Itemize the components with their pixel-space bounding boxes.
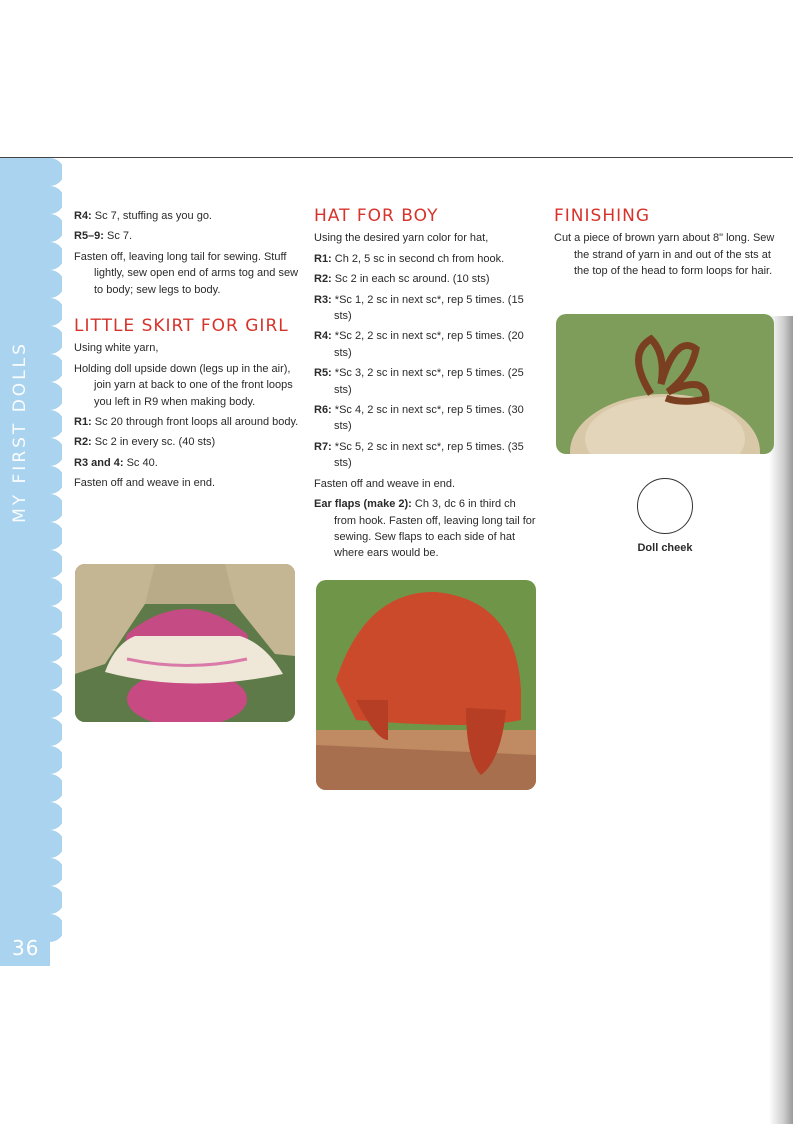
instruction-line	[74, 340, 302, 356]
column-middle	[314, 208, 540, 566]
row-text: Sc 2 in every sc. (40 sts)	[91, 436, 216, 449]
instruction-line	[74, 475, 302, 491]
instruction-line	[314, 328, 540, 361]
row-text: Fasten off and weave in end.	[74, 477, 216, 490]
column-left	[74, 208, 302, 496]
instruction-line	[74, 228, 302, 244]
instruction-line	[74, 249, 302, 298]
instruction-line	[74, 455, 302, 471]
row-label: R5:	[314, 367, 332, 380]
row-text: *Sc 1, 2 sc in next sc*, rep 5 times. (15 sts)	[331, 293, 524, 323]
row-label: Ear flaps (make 2):	[314, 498, 412, 511]
row-text: Using white yarn,	[74, 342, 159, 355]
instruction-line	[314, 365, 540, 398]
row-label: R4:	[314, 330, 332, 343]
instruction-line	[74, 361, 302, 410]
instruction-line	[314, 439, 540, 472]
row-label: R2:	[74, 436, 92, 449]
skirt-instructions	[74, 340, 302, 491]
section-heading-hat: HAT FOR BOY	[314, 206, 439, 226]
instruction-line	[314, 230, 540, 246]
row-text: Sc 20 through front loops all around body.	[91, 416, 299, 429]
row-text: *Sc 3, 2 sc in next sc*, rep 5 times. (25 sts)	[331, 367, 524, 396]
instruction-line	[314, 251, 540, 267]
row-text: Fasten off, leaving long tail for sewing. Stuff lightly, sew open end of arms tog and sew to body; sew legs to body.	[74, 250, 299, 296]
row-text: Fasten off and weave in end.	[314, 477, 456, 490]
hat-instructions	[314, 230, 540, 561]
row-text: Sc 7.	[103, 230, 133, 243]
section-heading-finishing: FINISHING	[554, 206, 651, 226]
scalloped-sidebar	[0, 158, 62, 966]
hair-photo	[556, 314, 774, 454]
row-text: Sc 7, stuffing as you go.	[91, 210, 212, 222]
column-right	[554, 208, 779, 284]
row-label: R6:	[314, 404, 332, 417]
instruction-line	[314, 402, 540, 435]
row-label: R5–9:	[74, 230, 104, 243]
finishing-instructions	[554, 230, 779, 279]
instruction-line	[74, 414, 302, 430]
row-text: Cut a piece of brown yarn about 8" long. Sew the strand of yarn in and out of the sts at the top of the head to form loops for hair.	[554, 232, 775, 278]
page-number: 36	[12, 936, 40, 960]
row-label: R1:	[74, 416, 92, 429]
row-text: Using the desired yarn color for hat,	[314, 232, 489, 245]
row-label: R7:	[314, 440, 332, 453]
book-page	[0, 158, 793, 966]
row-text: Ch 3, dc 6 in third ch from hook. Fasten off, leaving long tail for sewing. Sew flaps to each side of hat where ears would be.	[334, 498, 536, 560]
row-text: Sc 40.	[123, 456, 158, 469]
instruction-line	[314, 476, 540, 492]
section-heading-skirt: LITTLE SKIRT FOR GIRL	[74, 316, 289, 337]
row-text: *Sc 5, 2 sc in next sc*, rep 5 times. (35 sts)	[331, 440, 524, 470]
row-label: R4:	[74, 210, 92, 222]
row-text: Ch 2, 5 sc in second ch from hook.	[331, 252, 505, 265]
row-text: Sc 2 in each sc around. (10 sts)	[331, 273, 490, 286]
row-text: Holding doll upside down (legs up in the air), join yarn at back to one of the front loops you left in R9 when making body.	[74, 362, 293, 408]
row-text: *Sc 4, 2 sc in next sc*, rep 5 times. (30 sts)	[331, 404, 524, 433]
instruction-line	[554, 230, 779, 279]
instruction-line	[74, 208, 302, 224]
skirt-photo	[75, 564, 295, 722]
row-label: R3 and 4:	[74, 456, 124, 469]
instruction-line	[314, 271, 540, 287]
instruction-line	[314, 292, 540, 325]
doll-cheek-template-circle	[637, 478, 693, 534]
scallop-edge-shape	[0, 158, 62, 966]
row-label: R3:	[314, 293, 332, 306]
instruction-line	[314, 496, 540, 562]
doll-cheek-label: Doll cheek	[637, 542, 693, 554]
arm-instructions	[74, 208, 302, 298]
hat-photo	[316, 580, 536, 790]
row-text: *Sc 2, 2 sc in next sc*, rep 5 times. (20 sts)	[331, 330, 524, 359]
row-label: R1:	[314, 252, 332, 265]
running-title: MY FIRST DOLLS	[10, 341, 30, 523]
instruction-line	[74, 434, 302, 450]
row-label: R2:	[314, 273, 332, 286]
